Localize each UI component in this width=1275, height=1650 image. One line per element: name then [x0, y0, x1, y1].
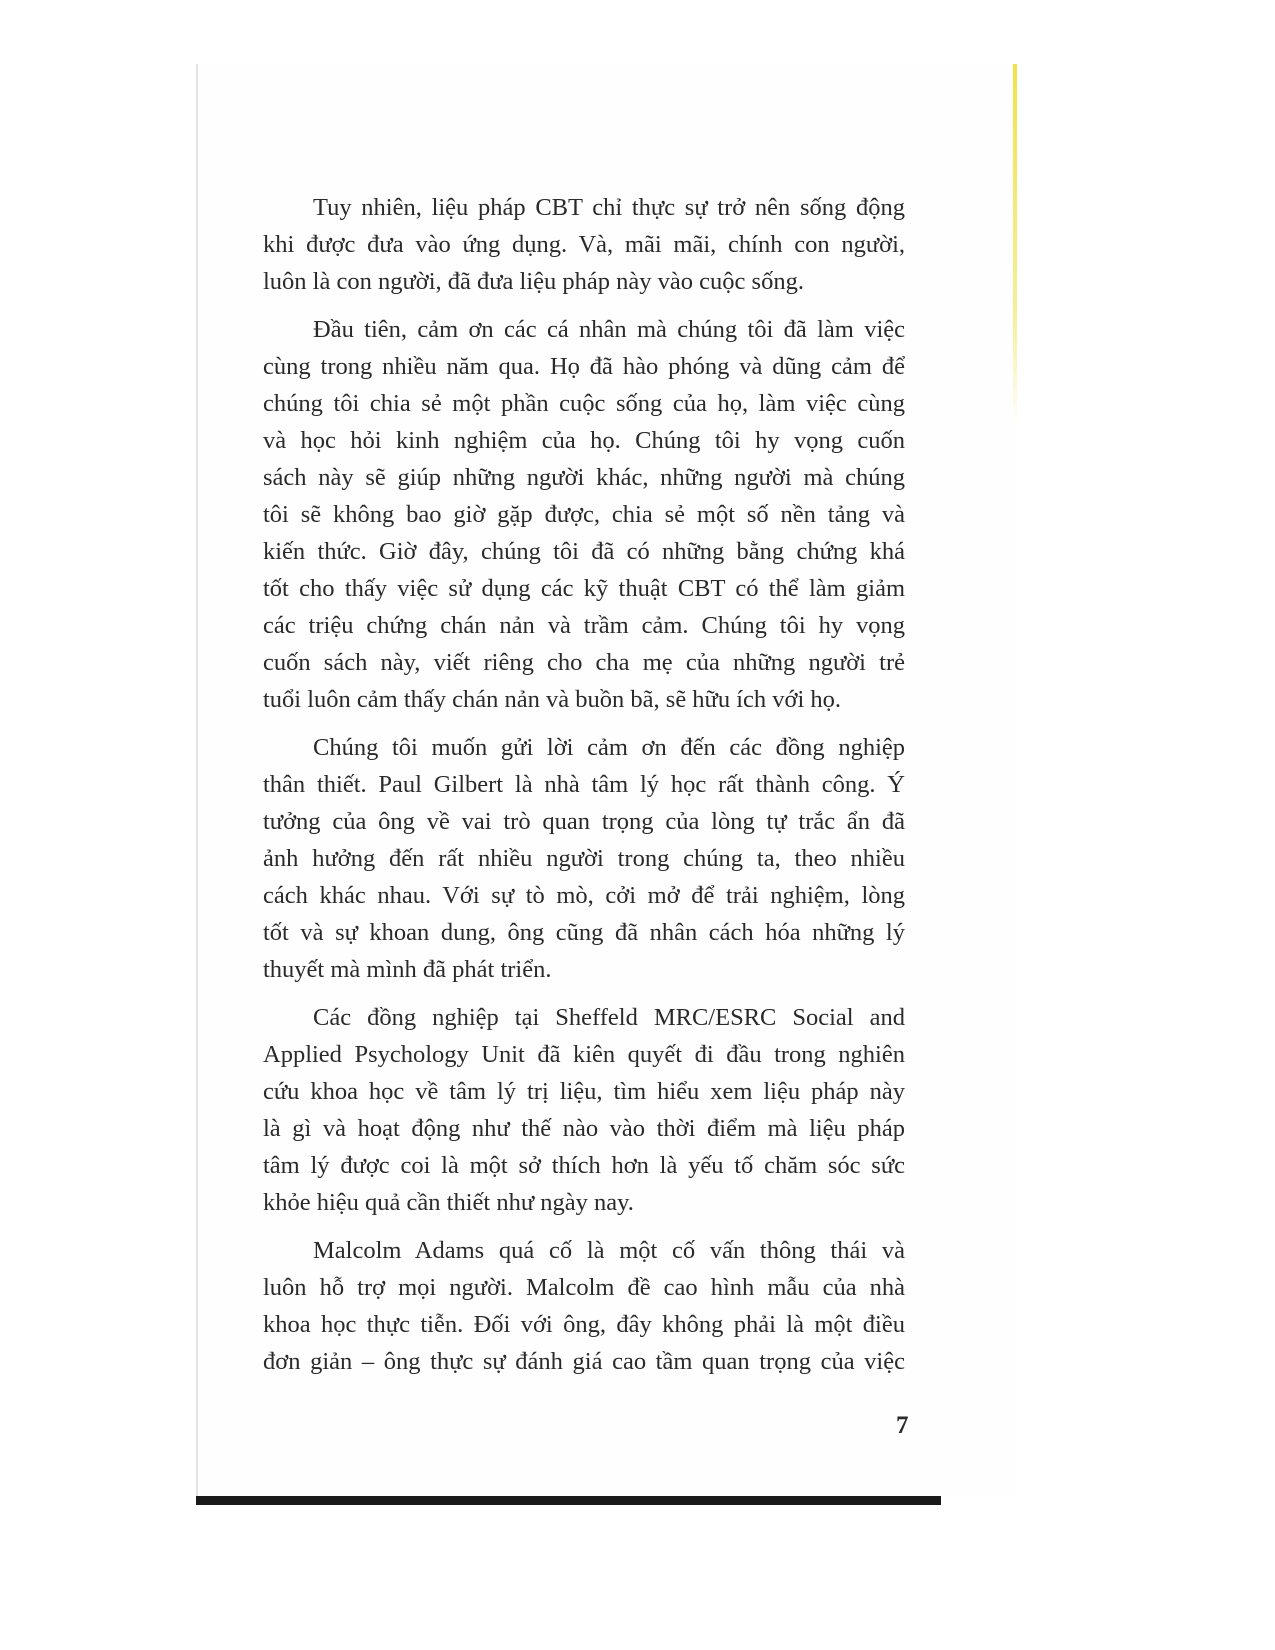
cover-edge: [1013, 64, 1017, 424]
text-line: luôn hỗ trợ mọi người. Malcolm đề cao hình mẫu của nhà: [263, 1274, 905, 1301]
text-line: tâm lý được coi là một sở thích hơn là yếu tố chăm sóc sức: [263, 1152, 905, 1179]
text-line: là gì và hoạt động như thế nào vào thời điểm mà liệu pháp: [263, 1115, 905, 1142]
text-line: thân thiết. Paul Gilbert là nhà tâm lý học rất thành công. Ý: [263, 771, 905, 798]
text-line: tôi sẽ không bao giờ gặp được, chia sẻ một số nền tảng và: [263, 501, 905, 528]
text-line: cuốn sách này, viết riêng cho cha mẹ của những người trẻ: [263, 649, 905, 676]
text-line: các triệu chứng chán nản và trầm cảm. Chúng tôi hy vọng: [263, 612, 905, 639]
text-line: thuyết mà mình đã phát triển.: [263, 956, 552, 983]
paragraph: [263, 1232, 905, 1380]
text-line: Chúng tôi muốn gửi lời cảm ơn đến các đồng nghiệp: [313, 734, 905, 761]
text-line: sách này sẽ giúp những người khác, những người mà chúng: [263, 464, 905, 491]
text-line: ảnh hưởng đến rất nhiều người trong chúng ta, theo nhiều: [263, 845, 905, 872]
text-line: Tuy nhiên, liệu pháp CBT chỉ thực sự trở nên sống động: [313, 194, 905, 221]
text-line: Đầu tiên, cảm ơn các cá nhân mà chúng tôi đã làm việc: [313, 316, 905, 343]
page-shadow-edge: [196, 1496, 941, 1505]
paragraph: [263, 189, 905, 300]
text-line: cứu khoa học về tâm lý trị liệu, tìm hiểu xem liệu pháp này: [263, 1078, 905, 1105]
text-line: tưởng của ông về vai trò quan trọng của lòng tự trắc ẩn đã: [263, 808, 905, 835]
text-line: Các đồng nghiệp tại Sheffeld MRC/ESRC Social and: [313, 1004, 905, 1031]
body-text: [263, 189, 905, 1391]
text-line: và học hỏi kinh nghiệm của họ. Chúng tôi hy vọng cuốn: [263, 427, 905, 454]
text-line: cách khác nhau. Với sự tò mò, cởi mở để trải nghiệm, lòng: [263, 882, 905, 909]
paragraph: [263, 729, 905, 988]
page-number: 7: [896, 1412, 909, 1439]
paragraph: [263, 311, 905, 718]
text-line: Malcolm Adams quá cố là một cố vấn thông thái và: [313, 1237, 905, 1264]
text-line: khoa học thực tiễn. Đối với ông, đây không phải là một điều: [263, 1311, 905, 1338]
text-line: tốt cho thấy việc sử dụng các kỹ thuật CBT có thể làm giảm: [263, 575, 905, 602]
text-line: cùng trong nhiều năm qua. Họ đã hào phóng và dũng cảm để: [263, 353, 905, 380]
text-line: kiến thức. Giờ đây, chúng tôi đã có những bằng chứng khá: [263, 538, 905, 565]
text-line: Applied Psychology Unit đã kiên quyết đi đầu trong nghiên: [263, 1041, 905, 1068]
paragraph: [263, 999, 905, 1221]
text-line: tuổi luôn cảm thấy chán nản và buồn bã, sẽ hữu ích với họ.: [263, 686, 842, 713]
text-line: khỏe hiệu quả cần thiết như ngày nay.: [263, 1189, 634, 1216]
text-line: khi được đưa vào ứng dụng. Và, mãi mãi, chính con người,: [263, 231, 905, 258]
text-line: tốt và sự khoan dung, ông cũng đã nhân cách hóa những lý: [263, 919, 905, 946]
text-line: đơn giản – ông thực sự đánh giá cao tầm quan trọng của việc: [263, 1348, 905, 1375]
text-line: chúng tôi chia sẻ một phần cuộc sống của họ, làm việc cùng: [263, 390, 905, 417]
text-line: luôn là con người, đã đưa liệu pháp này vào cuộc sống.: [263, 268, 804, 295]
